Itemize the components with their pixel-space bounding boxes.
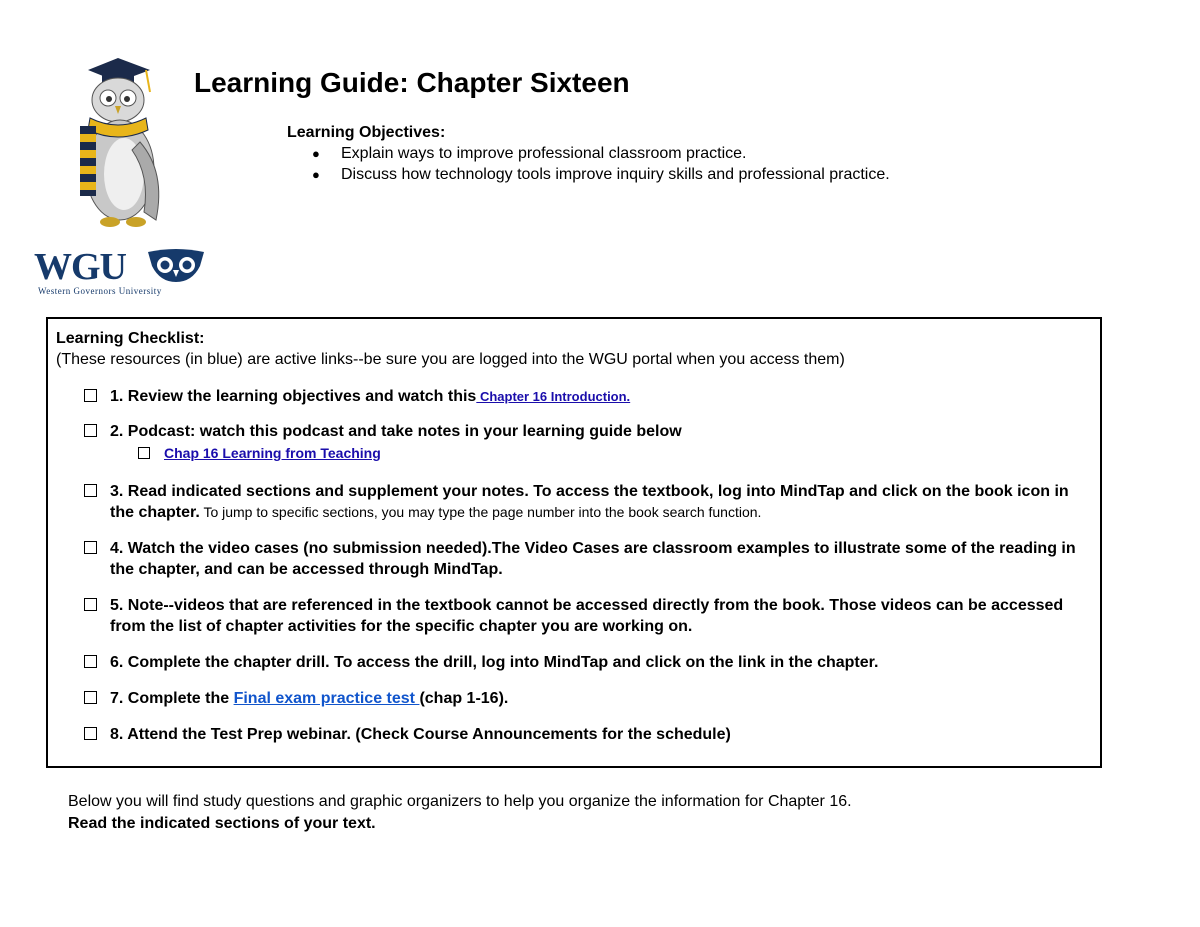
page-title: Learning Guide: Chapter Sixteen [194, 67, 630, 98]
checkbox-icon[interactable] [84, 691, 97, 704]
checklist-item-1: 1. Review the learning objectives and watch this Chapter 16 Introduction. [84, 386, 1094, 407]
podcast-link[interactable]: Chap 16 Learning from Teaching [164, 445, 381, 461]
checkbox-icon[interactable] [84, 541, 97, 554]
checkbox-icon[interactable] [84, 389, 97, 402]
checklist-item-8: 8. Attend the Test Prep webinar. (Check Course Announcements for the schedule) [84, 724, 1094, 745]
checkbox-icon[interactable] [138, 447, 150, 459]
checklist-item-3: 3. Read indicated sections and supplement your notes. To access the textbook, log into MindTap and click on the book icon in the chapter. To jump to specific sections, you may type the page number into the book search function. [84, 481, 1094, 523]
list-item: ● Discuss how technology tools improve inquiry skills and professional practice. [312, 166, 890, 183]
checklist-item-4: 4. Watch the video cases (no submission needed).The Video Cases are classroom examples to illustrate some of the reading in the chapter, and can be accessed through MindTap. [84, 538, 1094, 580]
study-intro [68, 791, 852, 835]
checkbox-icon[interactable] [84, 727, 97, 740]
checklist-item-7: 7. Complete the Final exam practice test (chap 1-16). [84, 688, 1094, 709]
study-intro-text: Below you will find study questions and graphic organizers to help you organize the information for Chapter 16. [68, 793, 852, 810]
bullet-icon: ● [312, 146, 320, 161]
chapter-16-introduction-link[interactable]: Chapter 16 Introduction. [476, 389, 631, 404]
wgu-logo-text: WGU [34, 246, 126, 288]
checklist-note: (These resources (in blue) are active links--be sure you are logged into the WGU portal when you access them) [56, 351, 845, 368]
checklist-subitem-podcast [138, 444, 381, 462]
wgu-logo-subtitle: Western Governors University [38, 286, 162, 296]
learning-objectives [287, 122, 890, 185]
learning-checklist [46, 317, 1102, 768]
objectives-list [287, 143, 890, 185]
objectives-heading: Learning Objectives: [287, 124, 446, 141]
checklist-heading: Learning Checklist: [56, 330, 205, 347]
bullet-icon: ● [312, 167, 320, 182]
study-instruction: Read the indicated sections of your text. [68, 815, 376, 832]
list-item: ● Explain ways to improve professional classroom practice. [312, 145, 747, 162]
checklist-item-6: 6. Complete the chapter drill. To access the drill, log into MindTap and click on the link in the chapter. [84, 652, 1094, 673]
owl-face-icon [146, 248, 206, 284]
final-exam-practice-test-link[interactable]: Final exam practice test [233, 690, 420, 707]
checkbox-icon[interactable] [84, 484, 97, 497]
checklist-item-5: 5. Note--videos that are referenced in the textbook cannot be accessed directly from the book. Those videos can be accessed from the list of chapter activities for the specific chapter you are working on. [84, 595, 1094, 637]
checklist-item-2: 2. Podcast: watch this podcast and take notes in your learning guide below [84, 421, 1094, 442]
checkbox-icon[interactable] [84, 598, 97, 611]
checkbox-icon[interactable] [84, 424, 97, 437]
owl-mascot-image [58, 52, 178, 232]
wgu-logo [34, 246, 206, 300]
checkbox-icon[interactable] [84, 655, 97, 668]
